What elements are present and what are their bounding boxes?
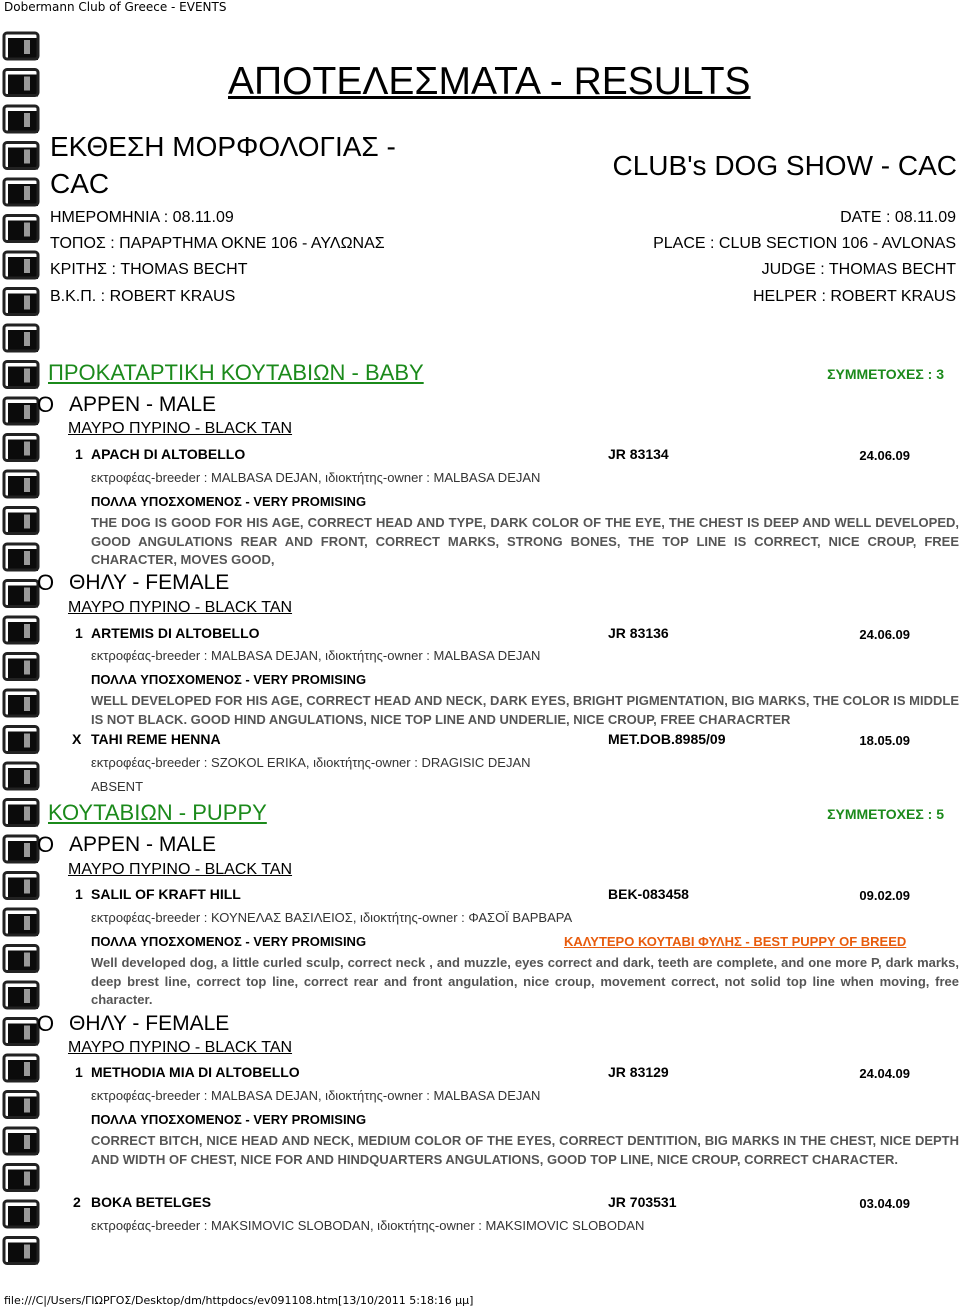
circle-marker: O — [37, 1011, 55, 1036]
entry-rank: 1 — [75, 446, 83, 462]
spiral-ring — [4, 179, 38, 206]
registration-number: JR 703531 — [608, 1194, 677, 1210]
helper-english: HELPER : ROBERT KRAUS — [752, 288, 956, 305]
registration-number: JR 83134 — [608, 446, 669, 462]
spiral-ring — [4, 544, 38, 571]
participants-baby: ΣΥΜΜΕΤΟΧΕΣ : 3 — [827, 366, 944, 382]
spiral-ring — [4, 800, 38, 827]
birth-date: 03.04.09 — [859, 1196, 910, 1211]
birth-date: 24.06.09 — [859, 448, 910, 463]
spiral-ring — [4, 982, 38, 1009]
place-greek: ΤΟΠΟΣ : ΠΑΡΑΡΤΗΜΑ ΟΚΝΕ 106 - ΑΥΛΩΝΑΣ — [50, 235, 385, 252]
dog-name: BOKA BETELGES — [91, 1194, 212, 1210]
breeder-owner: εκτροφέας-breeder : ΚΟΥΝΕΛΑΣ ΒΑΣΙΛΕΙΟΣ, ιδιοκτήτης-owner : ΦΑΣΟΪ ΒΑΡΒΑΡΑ — [91, 910, 573, 925]
judge-english: JUDGE : THOMAS BECHT — [761, 261, 956, 278]
breeder-owner: εκτροφέας-breeder : MALBASA DEJAN, ιδιοκτήτης-owner : MALBASA DEJAN — [91, 470, 541, 485]
spiral-ring — [4, 216, 38, 243]
spiral-ring — [4, 435, 38, 462]
spiral-ring — [4, 727, 38, 754]
section-title-puppy: ΚΟΥΤΑΒΙΩΝ - PUPPY — [48, 800, 267, 825]
spiral-ring — [4, 325, 38, 352]
spiral-ring — [4, 106, 38, 133]
grade: ΠΟΛΛΑ ΥΠΟΣΧΟΜΕΝΟΣ - VERY PROMISING — [91, 672, 367, 687]
entry-rank: 1 — [75, 625, 83, 641]
spiral-ring — [4, 143, 38, 170]
spiral-ring — [4, 362, 38, 389]
grade: ΠΟΛΛΑ ΥΠΟΣΧΟΜΕΝΟΣ - VERY PROMISING — [91, 934, 367, 949]
place-english: PLACE : CLUB SECTION 106 - AVLONAS — [653, 235, 956, 252]
show-title-greek: ΕΚΘΕΣΗ ΜΟΡΦΟΛΟΓΙΑΣ - — [50, 131, 396, 162]
spiral-ring — [4, 581, 38, 608]
spiral-ring — [4, 1092, 38, 1119]
spiral-ring — [4, 654, 38, 681]
spiral-ring — [4, 873, 38, 900]
participants-puppy: ΣΥΜΜΕΤΟΧΕΣ : 5 — [827, 806, 944, 822]
spiral-ring — [4, 946, 38, 973]
footer-file-path: file:///C|/Users/ΓΙΩΡΓΟΣ/Desktop/dm/httpdocs/ev091108.htm[13/10/2011 5:18:16 μμ] — [4, 1294, 474, 1307]
birth-date: 24.06.09 — [859, 627, 910, 642]
circle-marker: O — [37, 832, 55, 857]
spiral-ring — [4, 508, 38, 535]
spiral-ring — [4, 690, 38, 717]
spiral-ring — [4, 1055, 38, 1082]
browser-title: Dobermann Club of Greece - EVENTS — [4, 0, 227, 14]
dog-name: APACH DI ALTOBELLO — [91, 446, 246, 462]
critique: WELL DEVELOPED FOR HIS AGE, CORRECT HEAD AND NECK, DARK EYES, BRIGHT PIGMENTATION, BIG MARKS, THE COLOR IS MIDDLE IS NOT BLACK. GOOD HIND ANGULATIONS, NICE TOP LINE AND UNDERLIE, NICE CROUP, FREE CHARACRTER — [91, 693, 959, 727]
show-title-english: CLUB's DOG SHOW - CAC — [612, 150, 957, 181]
grade: ΠΟΛΛΑ ΥΠΟΣΧΟΜΕΝΟΣ - VERY PROMISING — [91, 494, 367, 509]
registration-number: ΒΕΚ-083458 — [608, 886, 689, 902]
color-heading: ΜΑΥΡΟ ΠΥΡΙΝΟ - BLACK TAN — [68, 1039, 293, 1056]
spiral-ring — [4, 1128, 38, 1155]
birth-date: 18.05.09 — [859, 733, 910, 748]
page-title: ΑΠΟΤΕΛΕΣΜΑΤΑ - RESULTS — [228, 60, 751, 103]
section-title-baby: ΠΡΟΚΑΤΑΡΤΙΚΗ ΚΟΥΤΑΒΙΩΝ - BABY — [48, 360, 424, 385]
breeder-owner: εκτροφέας-breeder : MALBASA DEJAN, ιδιοκτήτης-owner : MALBASA DEJAN — [91, 1088, 541, 1103]
registration-number: MET.DOB.8985/09 — [608, 731, 726, 747]
dog-name: ARTEMIS DI ALTOBELLO — [91, 625, 260, 641]
spiral-ring — [4, 70, 38, 97]
spiral-ring — [4, 1165, 38, 1192]
spiral-ring — [4, 252, 38, 279]
color-heading: ΜΑΥΡΟ ΠΥΡΙΝΟ - BLACK TAN — [68, 420, 293, 437]
circle-marker: O — [37, 392, 55, 417]
birth-date: 09.02.09 — [859, 888, 910, 903]
critique: Well developed dog, a little curled sculp, correct neck , and muzzle, eyes correct and dark, teeth are complete, and one more P, dark marks, deep brest line, correct top line, correct rear and front angulation, nice croup, movement correct, not solid top line when moving, free character. — [91, 955, 959, 1007]
registration-number: JR 83136 — [608, 625, 669, 641]
spiral-ring — [4, 289, 38, 316]
spiral-ring — [4, 836, 38, 863]
spiral-ring — [4, 1201, 38, 1228]
critique: THE DOG IS GOOD FOR HIS AGE, CORRECT HEAD AND TYPE, DARK COLOR OF THE EYE, THE CHEST IS DEEP AND WELL DEVELOPED, GOOD ANGULATIONS REAR AND FRONT, CORRECT MARKS, STRONG BONES, THE TOP LINE IS CORRECT, NICE CROUP, FREE CHARACTER, MOVES GOOD, — [91, 515, 959, 567]
circle-marker: O — [37, 570, 55, 595]
best-puppy-award: ΚΑΛΥΤΕΡΟ ΚΟΥΤΑΒΙ ΦΥΛΗΣ - BEST PUPPY OF BREED — [564, 934, 907, 949]
entry-rank: 2 — [73, 1194, 81, 1210]
spiral-ring — [4, 1019, 38, 1046]
spiral-ring — [4, 763, 38, 790]
grade: ΠΟΛΛΑ ΥΠΟΣΧΟΜΕΝΟΣ - VERY PROMISING — [91, 1112, 367, 1127]
breeder-owner: εκτροφέας-breeder : MAKSIMOVIC SLOBODAN, ιδιοκτήτης-owner : MAKSIMOVIC SLOBODAN — [91, 1218, 645, 1233]
dog-name: METHODIA MIA DI ALTOBELLO — [91, 1064, 300, 1080]
spiral-ring — [4, 617, 38, 644]
judge-greek: ΚΡΙΤΗΣ : THOMAS BECHT — [50, 261, 248, 278]
color-heading: ΜΑΥΡΟ ΠΥΡΙΝΟ - BLACK TAN — [68, 861, 293, 878]
breeder-owner: εκτροφέας-breeder : SZOKOL ERIKA, ιδιοκτήτης-owner : DRAGISIC DEJAN — [91, 755, 531, 770]
spiral-ring — [4, 33, 38, 60]
helper-greek: Β.Κ.Π. : ROBERT KRAUS — [50, 288, 236, 305]
show-title-greek-cac: CAC — [50, 168, 110, 199]
dog-name: SALIL OF KRAFT HILL — [91, 886, 241, 902]
notebook-spiral-binding — [0, 30, 46, 1280]
color-heading: ΜΑΥΡΟ ΠΥΡΙΝΟ - BLACK TAN — [68, 599, 293, 616]
critique: CORRECT BITCH, NICE HEAD AND NECK, MEDIUM COLOR OF THE EYES, CORRECT DENTITION, BIG MARKS IN THE CHEST, NICE DEPTH AND WIDTH OF CHEST, NICE FOR AND HINDQUARTERS ANGULATIONS, GOOD TOP LINE, NICE CROUP, CORRECT CHARACTER. — [91, 1133, 959, 1167]
date-greek: ΗΜΕΡΟΜΗΝΙΑ : 08.11.09 — [50, 209, 234, 226]
sex-heading-male: ΑΡΡΕΝ - MALE — [69, 833, 217, 856]
spiral-ring — [4, 909, 38, 936]
absent-label: ABSENT — [91, 779, 144, 794]
spiral-ring — [4, 398, 38, 425]
entry-rank: 1 — [75, 886, 83, 902]
birth-date: 24.04.09 — [859, 1066, 910, 1081]
sex-heading-female: ΘΗΛΥ - FEMALE — [69, 1012, 230, 1035]
date-english: DATE : 08.11.09 — [840, 209, 956, 226]
spiral-ring — [4, 1238, 38, 1265]
sex-heading-female: ΘΗΛΥ - FEMALE — [69, 571, 230, 594]
dog-name: TAHI REME HENNA — [91, 731, 221, 747]
spiral-ring — [4, 471, 38, 498]
entry-rank: X — [72, 731, 82, 747]
breeder-owner: εκτροφέας-breeder : MALBASA DEJAN, ιδιοκτήτης-owner : MALBASA DEJAN — [91, 648, 541, 663]
registration-number: JR 83129 — [608, 1064, 669, 1080]
entry-rank: 1 — [75, 1064, 83, 1080]
sex-heading-male: ΑΡΡΕΝ - MALE — [69, 393, 217, 416]
